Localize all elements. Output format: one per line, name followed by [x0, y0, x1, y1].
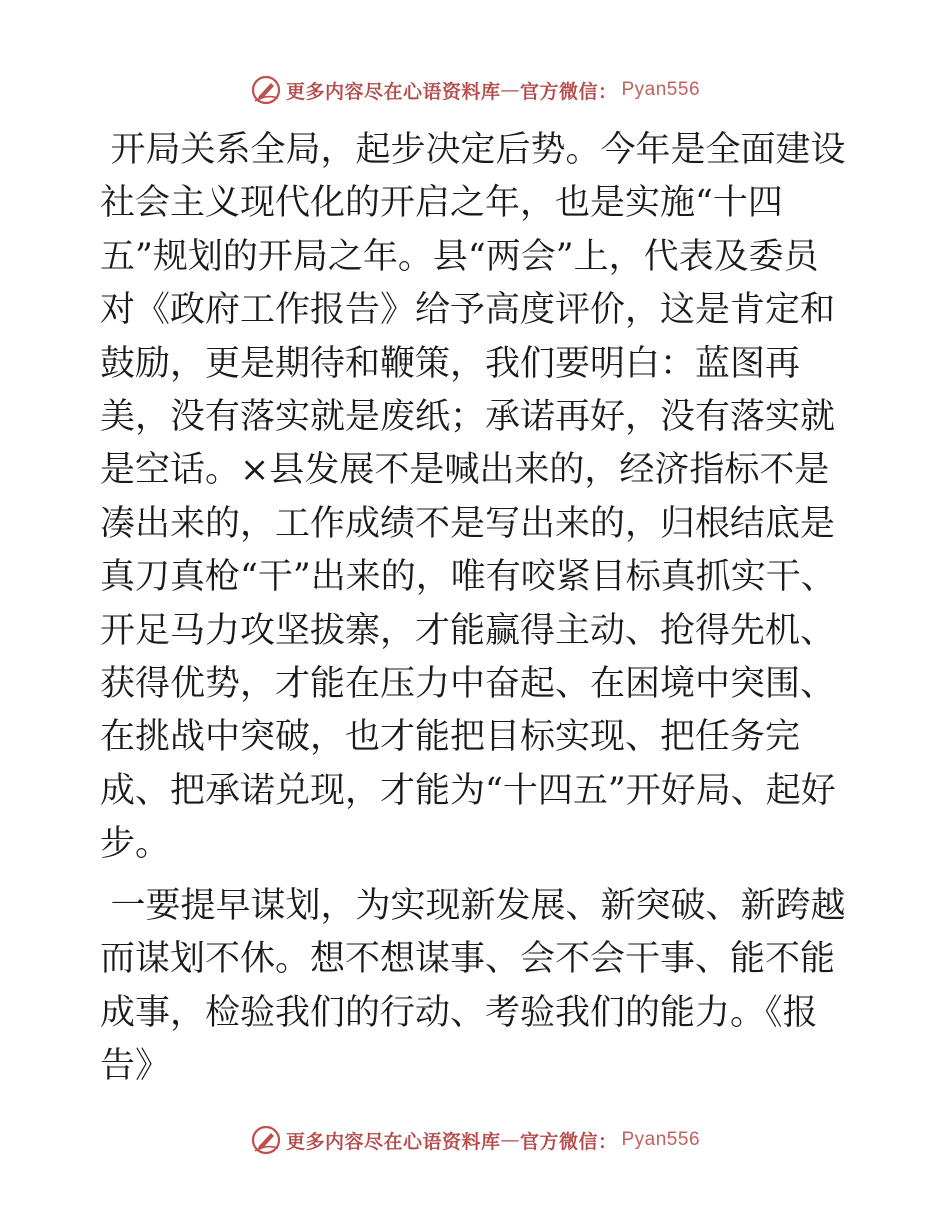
- pen-logo-icon: [250, 1124, 282, 1156]
- watermark-main-text: 更多内容尽在心语资料库: [285, 1130, 501, 1153]
- watermark-footer: [0, 1120, 950, 1160]
- watermark-label: 官方微信：: [519, 1130, 618, 1153]
- watermark-label: 官方微信：: [519, 80, 618, 103]
- watermark-header: [0, 70, 950, 110]
- watermark-separator: —: [500, 79, 520, 101]
- pen-logo-icon: [250, 74, 282, 106]
- watermark-wechat-id: Pyan556: [621, 79, 701, 100]
- watermark-separator: —: [500, 1129, 520, 1151]
- watermark-wechat-id: Pyan556: [621, 1129, 701, 1150]
- watermark-main-text: 更多内容尽在心语资料库: [285, 80, 501, 103]
- paragraph-2: 一要提早谋划，为实现新发展、新突破、新跨越而谋划不休。想不想谋事、会不会干事、能不能成事，检验我们的行动、考验我们的能力。《报告》: [100, 885, 846, 1086]
- paragraph-1: 开局关系全局，起步决定后势。今年是全面建设社会主义现代化的开启之年，也是实施“十四五”规划的开局之年。县“两会”上，代表及委员对《政府工作报告》给予高度评价，这是肯定和鼓励，更是期待和鞭策，我们要明白：蓝图再美，没有落实就是废纸；承诺再好，没有落实就是空话。×县发展不是喊出来的，经济指标不是凑出来的，工作成绩不是写出来的，归根结底是真刀真枪“干”出来的，唯有咬紧目标真抓实干、开足马力攻坚拔寨，才能赢得主动、抢得先机、获得优势，才能在压力中奋起、在困境中突围、在挑战中突破，也才能把目标实现、把任务完成、把承诺兑现，才能为“十四五”开好局、起好步。: [100, 130, 846, 865]
- document-body: [100, 124, 850, 1093]
